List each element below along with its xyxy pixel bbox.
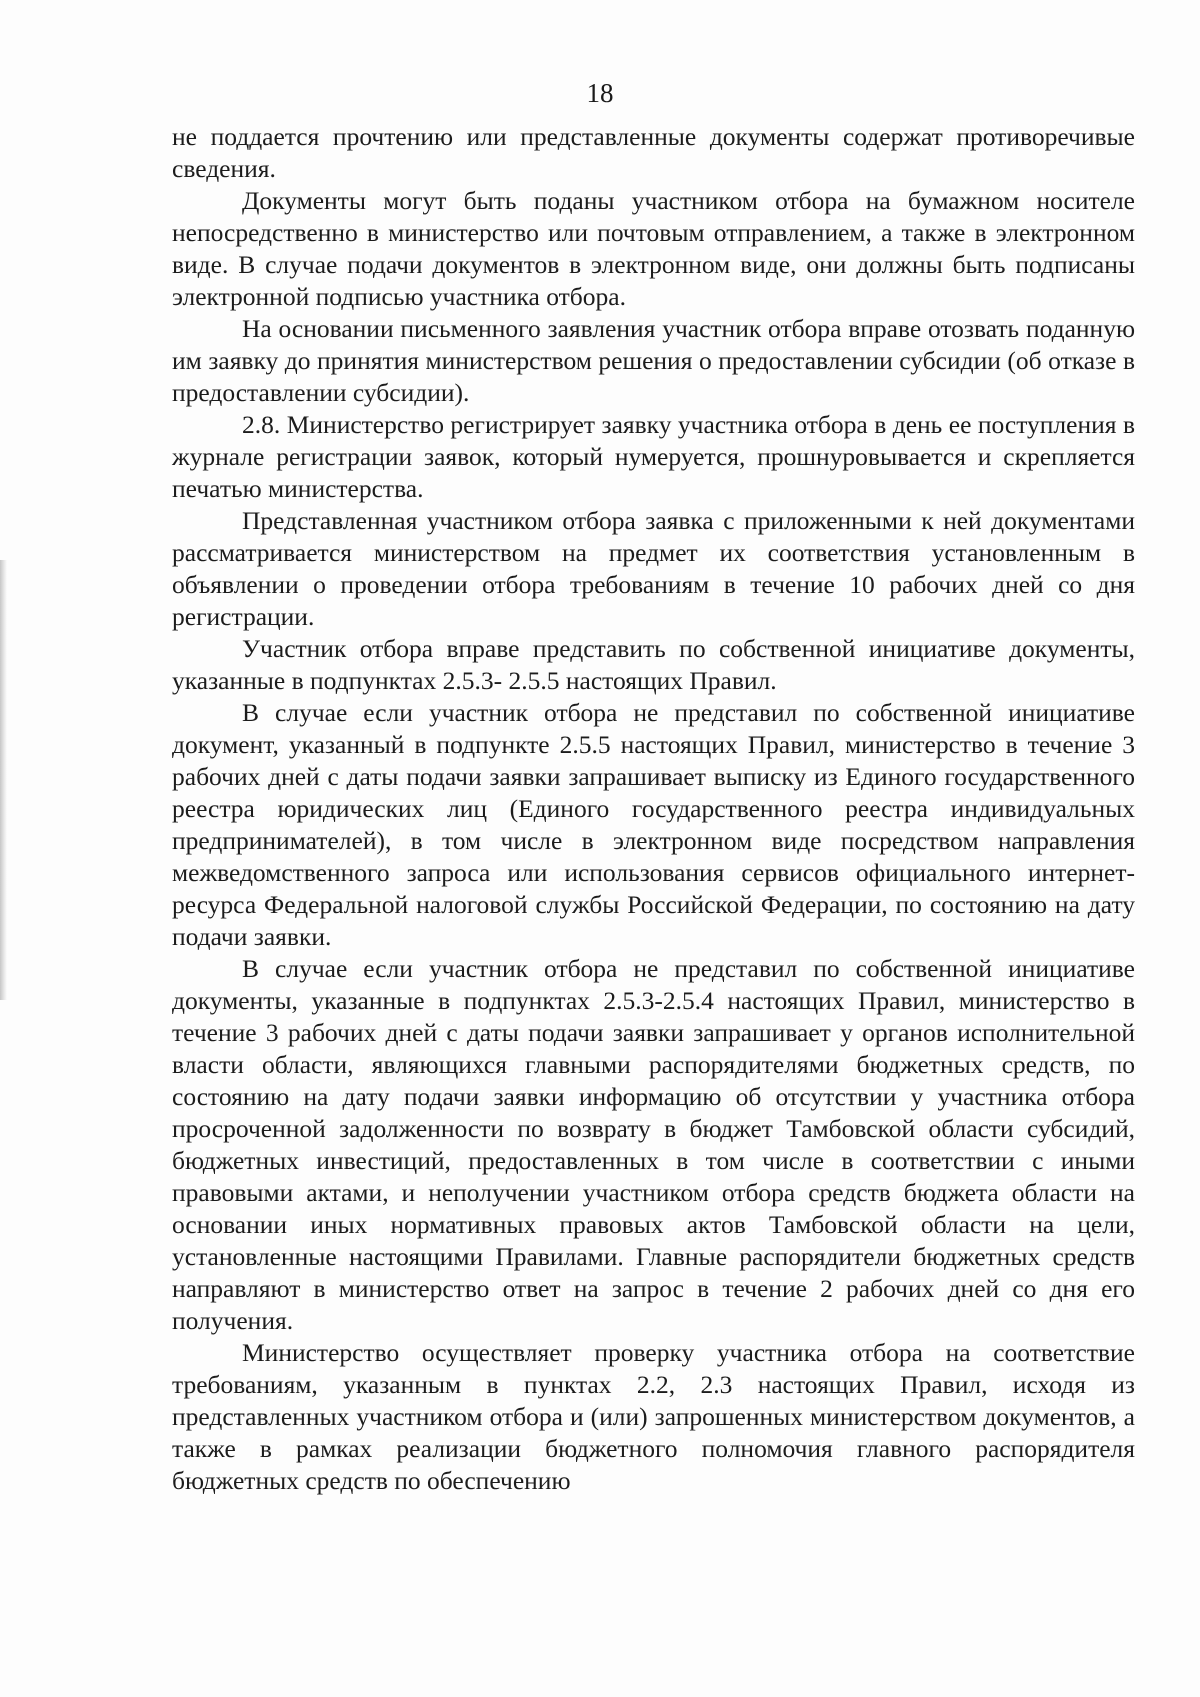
paragraph: Представленная участником отбора заявка с приложенными к ней документами рассматривается министерством на предмет их соответствия установленным в объявлении о проведении отбора требованиям в течение 10 рабочих дней со дня регистрации. <box>172 506 1135 631</box>
paragraph: Министерство осуществляет проверку участника отбора на соответствие требованиям, указанным в пунктах 2.2, 2.3 настоящих Правил, исходя из представленных участником отбора и (или) запрошенных министерством документов, а также в рамках реализации бюджетного полномочия главного распорядителя бюджетных средств по обеспечению <box>172 1338 1135 1495</box>
paragraph-continued: не поддается прочтению или представленные документы содержат противоречивые сведения. <box>172 122 1135 183</box>
paragraph: В случае если участник отбора не представил по собственной инициативе документ, указанный в подпункте 2.5.5 настоящих Правил, министерство в течение 3 рабочих дней с даты подачи заявки запрашивает выписку из Единого государственного реестра юридических лиц (Единого государственного реестра индивидуальных предпринимателей), в том числе в электронном виде посредством направления межведомственного запроса или использования сервисов официального интернет-ресурса Федеральной налоговой службы Российской Федерации, по состоянию на дату подачи заявки. <box>172 698 1135 951</box>
paragraph: В случае если участник отбора не представил по собственной инициативе документы, указанные в подпунктах 2.5.3-2.5.4 настоящих Правил, министерство в течение 3 рабочих дней с даты подачи заявки запрашивает у органов исполнительной власти области, являющихся главными распорядителями бюджетных средств, по состоянию на дату подачи заявки информацию об отсутствии у участника отбора просроченной задолженности по возврату в бюджет Тамбовской области субсидий, бюджетных инвестиций, предоставленных в том числе в соответствии с иными правовыми актами, и неполучении участником отбора средств бюджета области на основании иных нормативных правовых актов Тамбовской области на цели, установленные настоящими Правилами. Главные распорядители бюджетных средств направляют в министерство ответ на запрос в течение 2 рабочих дней со дня его получения. <box>172 954 1135 1335</box>
document-body <box>172 121 1135 1497</box>
paragraph-section-2-8: 2.8. Министерство регистрирует заявку участника отбора в день ее поступления в журнале регистрации заявок, который нумеруется, прошнуровывается и скрепляется печатью министерства. <box>172 410 1135 503</box>
scan-binding-shadow <box>0 560 7 1000</box>
paragraph: На основании письменного заявления участник отбора вправе отозвать поданную им заявку до принятия министерством решения о предоставлении субсидии (об отказе в предоставлении субсидии). <box>172 314 1135 407</box>
paragraph: Участник отбора вправе представить по собственной инициативе документы, указанные в подпунктах 2.5.3- 2.5.5 настоящих Правил. <box>172 634 1135 695</box>
paragraph: Документы могут быть поданы участником отбора на бумажном носителе непосредственно в министерство или почтовым отправлением, а также в электронном виде. В случае подачи документов в электронном виде, они должны быть подписаны электронной подписью участника отбора. <box>172 186 1135 311</box>
page-number: 18 <box>586 78 614 108</box>
